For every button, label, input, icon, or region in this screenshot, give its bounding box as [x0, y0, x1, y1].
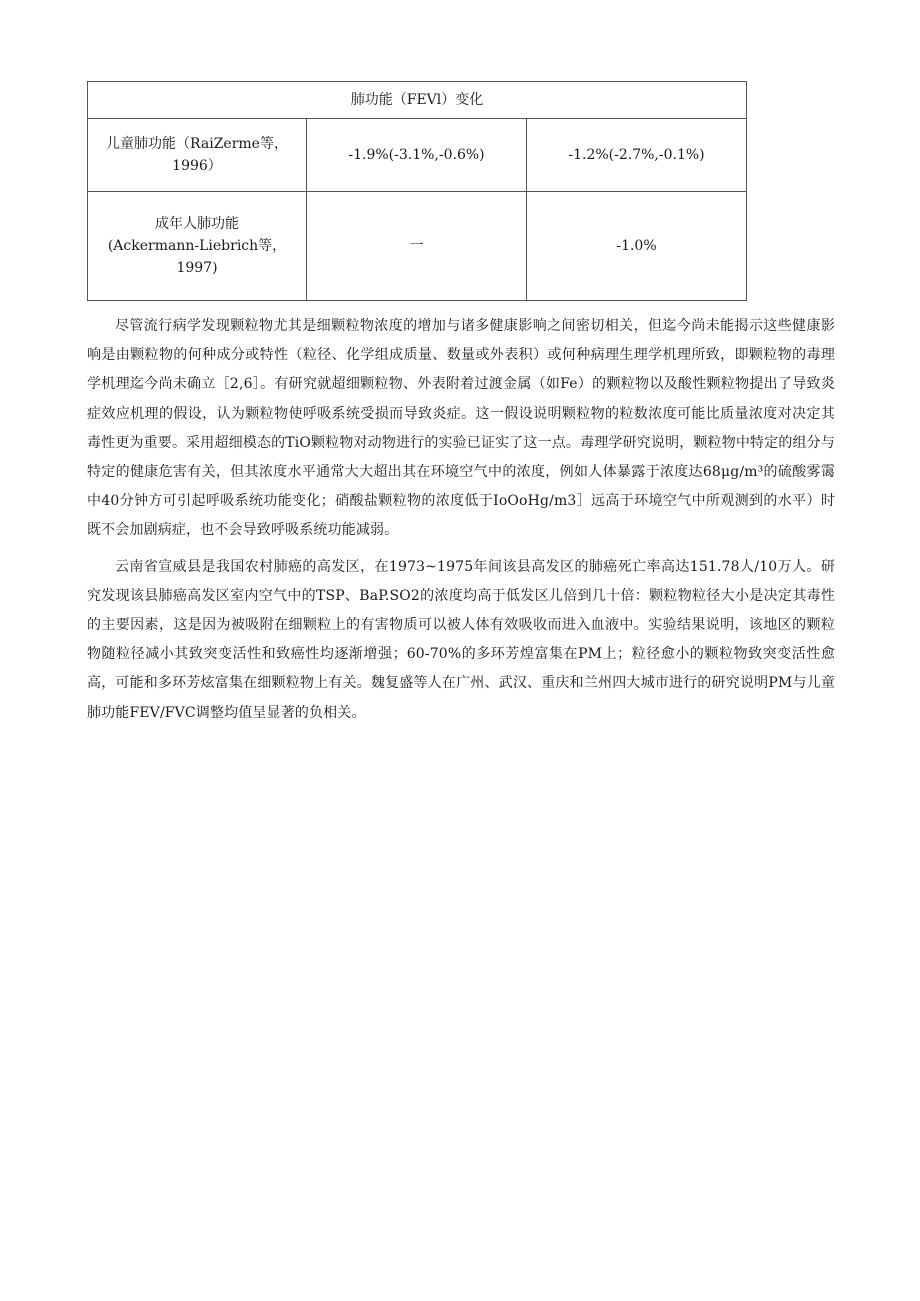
row-label-line: 成年人肺功能: [155, 216, 239, 232]
table-cell-value: -1.0%: [527, 192, 747, 301]
paragraph-particulate-toxicology: 尽管流行病学发现颗粒物尤其是细颗粒物浓度的增加与诸多健康影响之间密切相关，但迄今尚未能揭示这些健康影响是由颗粒物的何种成分或特性（粒径、化学组成质量、数量或外表积）或何种病理生理学机理所致，即颗粒物的毒理学机理迄今尚未确立［2,6］。有研究就超细颗粒物、外表附着过渡金属（如Fe）的颗粒物以及酸性颗粒物提出了导致炎症效应机理的假设，认为颗粒物使呼吸系统受损而导致炎症。这一假设说明颗粒物的粒数浓度可能比质量浓度对决定其毒性更为重要。采用超细模态的TiO颗粒物对动物进行的实验已证实了这一点。毒理学研究说明，颗粒物中特定的组分与特定的健康危害有关，但其浓度水平通常大大超出其在环境空气中的浓度，例如人体暴露于浓度达68μg∕m³的硫酸雾霭中40分钟方可引起呼吸系统功能变化；硝酸盐颗粒物的浓度低于IoOoHg/m3］远高于环境空气中所观测到的水平）时既不会加剧病症，也不会导致呼吸系统功能减弱。: [87, 318, 835, 539]
table-row-children: [88, 119, 747, 192]
row-label-children-lung-function: [88, 119, 307, 192]
table-header-cell: 肺功能（FEVl）变化: [88, 82, 747, 119]
row-label-line: 1996）: [172, 158, 222, 174]
row-label-line: 1997): [176, 260, 218, 276]
table-header-row: [88, 82, 747, 119]
row-label-line: 儿童肺功能（RaiZerme等，: [106, 136, 288, 152]
row-label-adult-lung-function: [88, 192, 307, 301]
paragraph-xuanwei-lung-cancer: 云南省宣威县是我国农村肺癌的高发区，在1973~1975年间该县高发区的肺癌死亡率高达151.78人/10万人。研究发现该县肺癌高发区室内空气中的TSP、BaP.SO2的浓度均高于低发区儿倍到几十倍：颗粒物粒径大小是决定其毒性的主要因素，这是因为被吸附在细颗粒上的有害物质可以被人体有效吸收而进入血液中。实验结果说明，该地区的颗粒物随粒径减小其致突变活性和致癌性均逐渐增强；60-70%的多环芳煌富集在PM上；粒径愈小的颗粒物致突变活性愈高，可能和多环芳炫富集在细颗粒物上有关。魏复盛等人在广州、武汉、重庆和兰州四大城市进行的研究说明PM与儿童肺功能FEV/FVC调整均值呈显著的负相关。: [87, 558, 835, 721]
table-cell-value: -1.9%(-3.1%,-0.6%): [307, 119, 527, 192]
row-label-line: (Ackermann-Liebrich等，: [107, 238, 287, 254]
body-text: [87, 312, 835, 735]
fev1-change-table: [87, 81, 747, 301]
table-cell-value: 一: [307, 192, 527, 301]
table-cell-value: -1.2%(-2.7%,-0.1%): [527, 119, 747, 192]
table-row-adults: [88, 192, 747, 301]
